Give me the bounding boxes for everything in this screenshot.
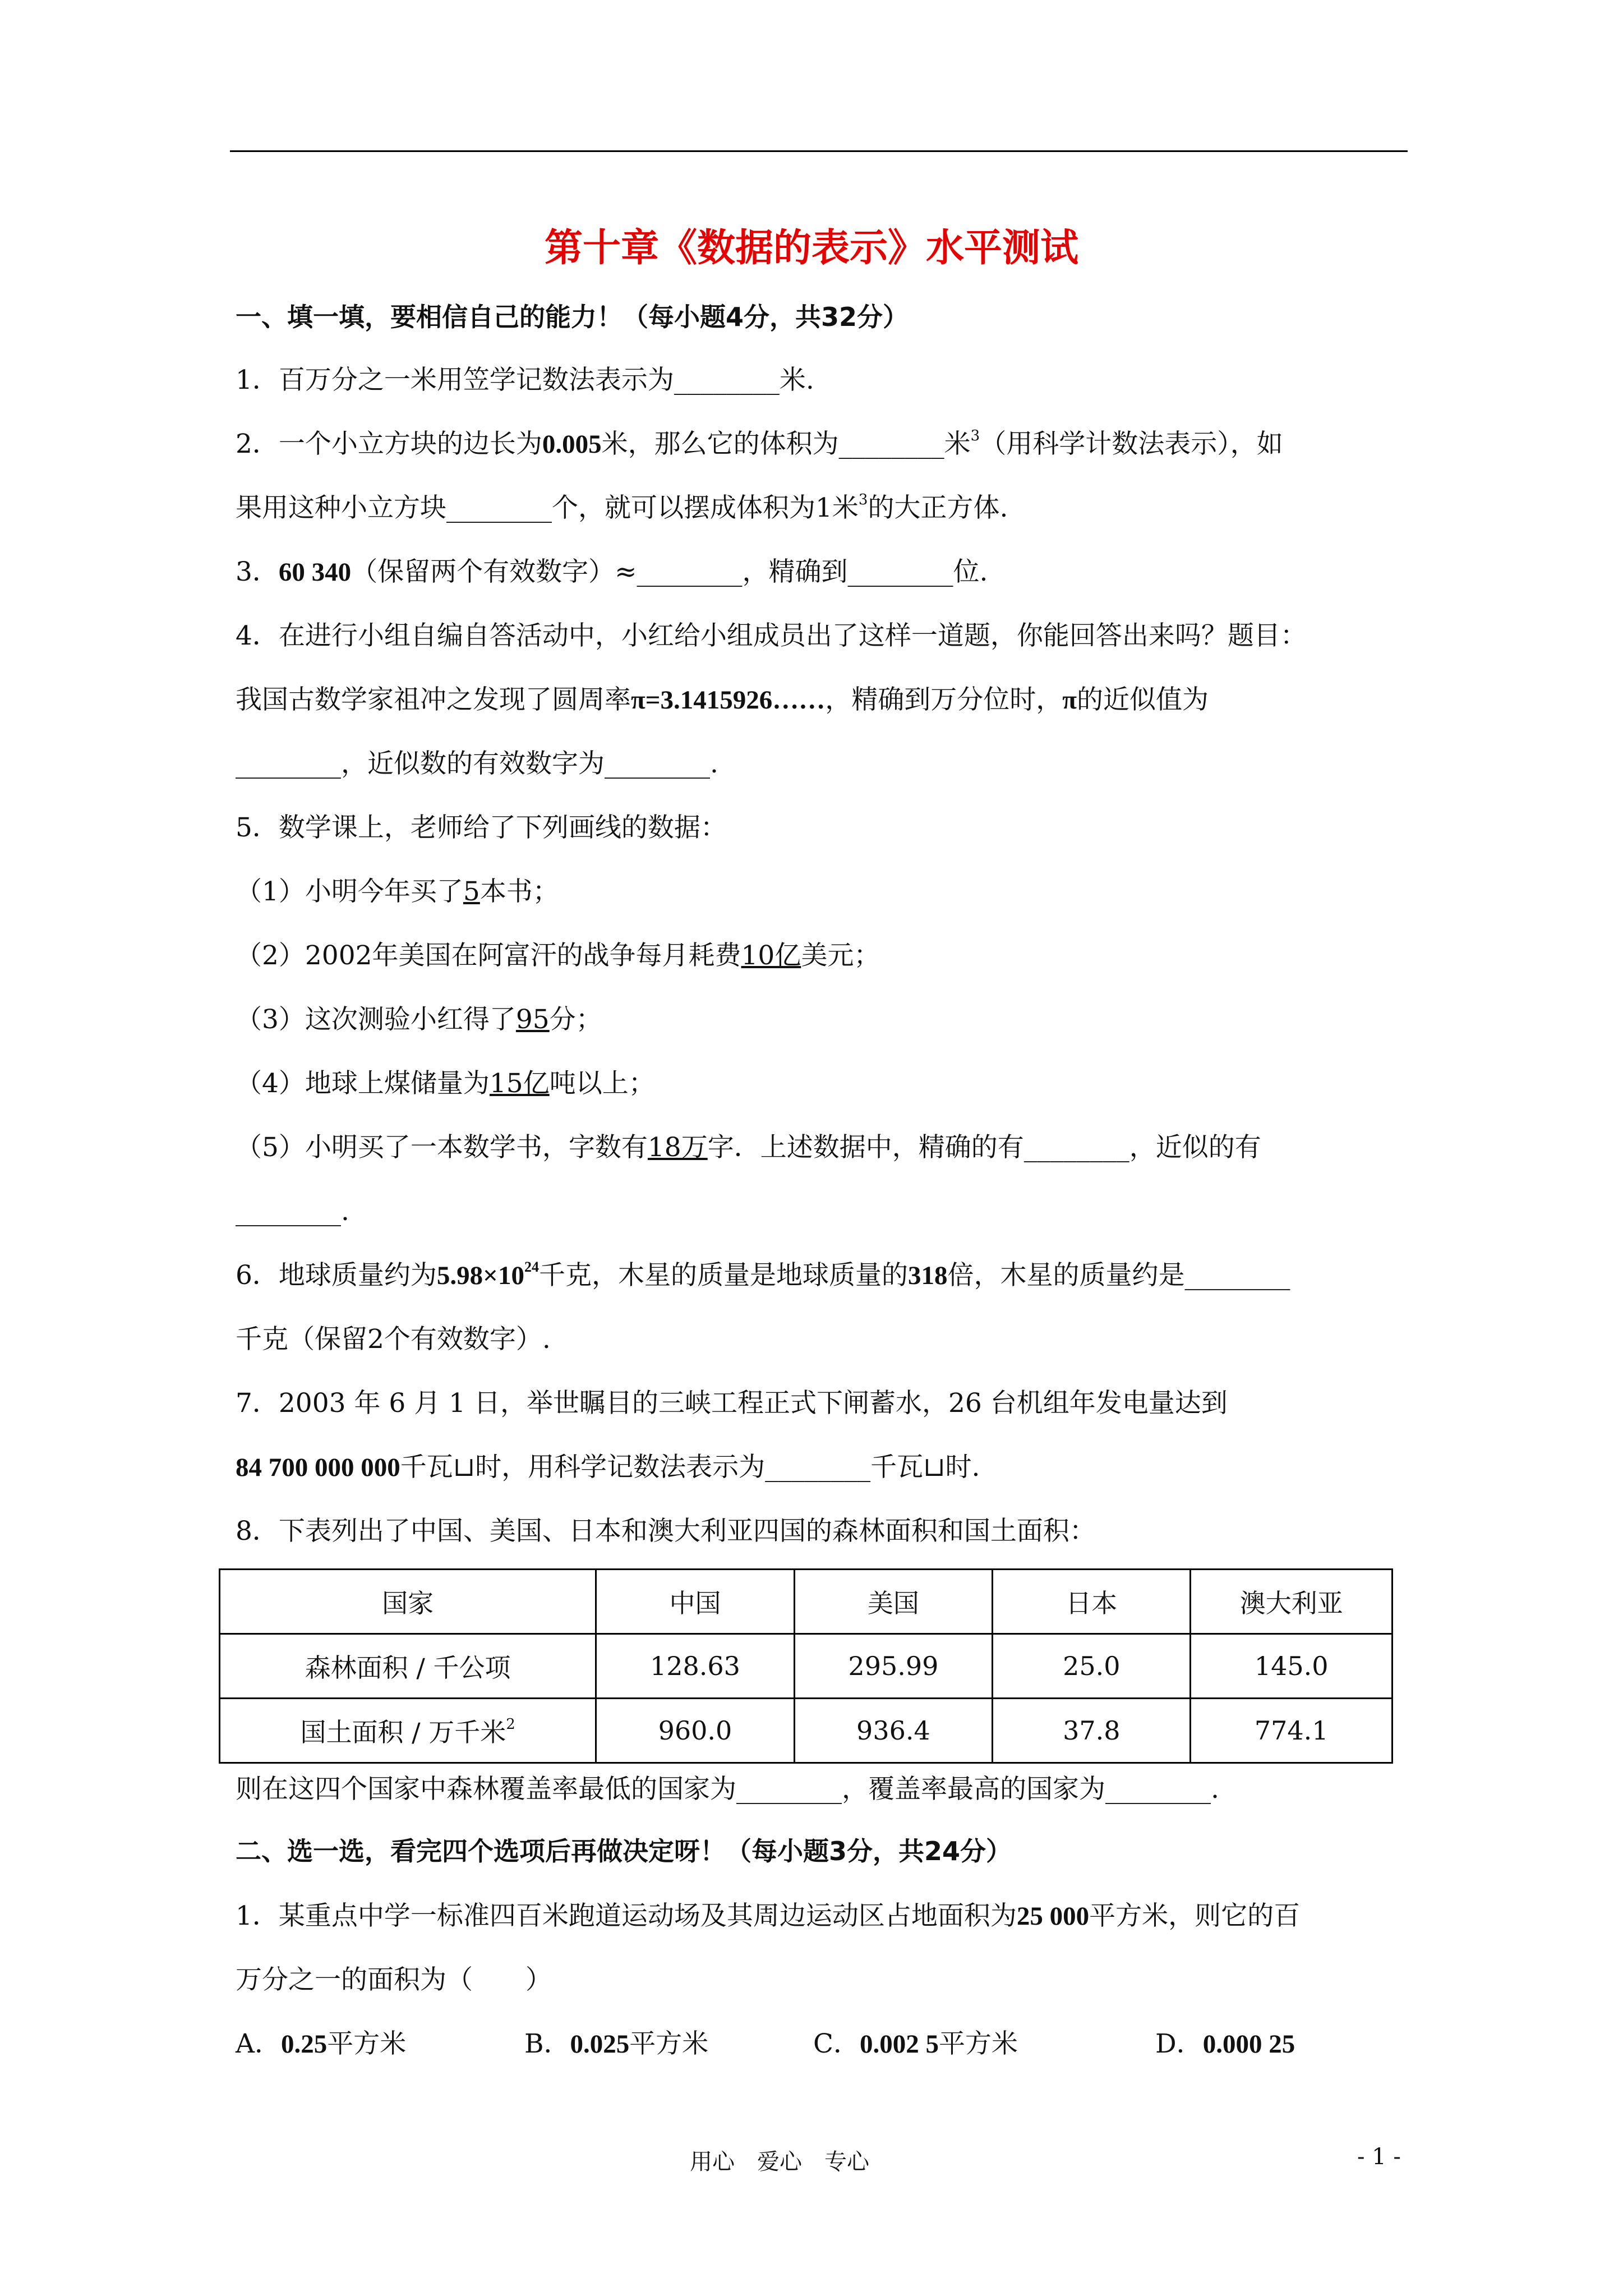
table-row xyxy=(220,1634,1393,1699)
answer-blank[interactable]: ________ xyxy=(1023,1132,1129,1163)
question-4: 4．在进行小组自编自答活动中，小红给小组成员出了这样一道题，你能回答出来吗？题目： xyxy=(236,620,1307,651)
table-cell: 中国 xyxy=(596,1570,794,1634)
answer-blank[interactable]: ________ xyxy=(446,493,552,523)
question-2: 2．一个小立方块的边长为0.005米，那么它的体积为________米$^3$（用科学计数法表示），如 xyxy=(236,427,1283,459)
question-4-cont: 我国古数学家祖冲之发现了圆周率π=3.1415926……，精确到万分位时，π的近似值为 xyxy=(236,684,1209,715)
question-5-item-2: （2）2002年美国在阿富汗的战争每月耗费10亿美元； xyxy=(236,940,880,971)
table-cell: 国土面积 / 万千米$^2$ xyxy=(220,1699,596,1763)
table-cell: 美国 xyxy=(794,1570,992,1634)
option-d[interactable]: D．0.000 25 xyxy=(1155,2028,1295,2059)
table-cell: 日本 xyxy=(993,1570,1191,1634)
question-5-item-5: （5）小明买了一本数学书，字数有18万字．上述数据中，精确的有________，近似的有 xyxy=(236,1132,1261,1163)
question-5-item-1: （1）小明今年买了5本书； xyxy=(236,876,559,907)
question-5: 5．数学课上，老师给了下列画线的数据： xyxy=(236,812,727,843)
question-5-item-3: （3）这次测验小红得了95分； xyxy=(236,1004,602,1035)
section1-heading: 一、填一填，要相信自己的能力！（每小题4分，共32分） xyxy=(236,302,909,332)
question-3: 3．60 340（保留两个有效数字）≈________，精确到________位. xyxy=(236,556,988,587)
question-1: 1．百万分之一米用笠学记数法表示为________米. xyxy=(236,365,814,395)
table-header-row xyxy=(220,1570,1393,1634)
forest-area-table xyxy=(219,1568,1393,1764)
option-c[interactable]: C．0.002 5平方米 xyxy=(813,2028,1018,2059)
question-7: 7．2003 年 6 月 1 日，举世瞩目的三峡工程正式下闸蓄水，26 台机组年发电量达到 xyxy=(236,1388,1228,1419)
answer-blank[interactable]: ________ xyxy=(605,748,710,779)
table-cell: 128.63 xyxy=(596,1634,794,1699)
answer-blank[interactable]: ________ xyxy=(765,1452,871,1483)
page-number: - 1 - xyxy=(1357,2144,1401,2170)
answer-blank[interactable]: ________ xyxy=(236,748,341,779)
footer-slogan: 用心 爱心 专心 xyxy=(690,2149,869,2175)
question-6: 6．地球质量约为$5.98\times 10^{24}$千克，木星的质量是地球质量的318倍，木星的质量约是________ xyxy=(236,1259,1290,1291)
option-b[interactable]: B．0.025平方米 xyxy=(524,2028,709,2059)
question-4-cont2: ________，近似数的有效数字为________. xyxy=(236,748,718,779)
table-cell: 森林面积 / 千公项 xyxy=(220,1634,596,1699)
answer-blank[interactable]: ________ xyxy=(847,556,953,587)
section2-heading: 二、选一选，看完四个选项后再做决定呀！（每小题3分，共24分） xyxy=(236,1836,1012,1866)
table-row xyxy=(220,1699,1393,1763)
question-2-cont: 果用这种小立方块________个，就可以摆成体积为1米$^3$的大正方体. xyxy=(236,491,1008,523)
question-5-cont: ________. xyxy=(236,1196,349,1227)
answer-blank[interactable]: ________ xyxy=(736,1774,842,1805)
table-cell: 国家 xyxy=(220,1570,596,1634)
mc-question-1-cont: 万分之一的面积为（ ） xyxy=(236,1964,552,1995)
answer-blank[interactable]: ________ xyxy=(1105,1774,1211,1805)
table-cell: 295.99 xyxy=(794,1634,992,1699)
header-rule xyxy=(230,150,1408,152)
answer-blank[interactable]: ________ xyxy=(236,1196,341,1227)
answer-blank[interactable]: ________ xyxy=(838,429,944,459)
answer-blank[interactable]: ________ xyxy=(674,365,780,395)
table-cell: 960.0 xyxy=(596,1699,794,1763)
answer-blank[interactable]: ________ xyxy=(637,556,743,587)
page-title: 第十章《数据的表示》水平测试 xyxy=(544,226,1078,270)
question-7-cont: 84 700 000 000千瓦⊔时，用科学记数法表示为________千瓦⊔时. xyxy=(236,1452,980,1483)
answer-blank[interactable]: ________ xyxy=(1184,1260,1290,1291)
table-cell: 37.8 xyxy=(993,1699,1191,1763)
table-cell: 25.0 xyxy=(993,1634,1191,1699)
option-a[interactable]: A．0.25平方米 xyxy=(236,2028,407,2059)
table-cell: 145.0 xyxy=(1191,1634,1393,1699)
table-cell: 774.1 xyxy=(1191,1699,1393,1763)
table-cell: 936.4 xyxy=(794,1699,992,1763)
question-8-after: 则在这四个国家中森林覆盖率最低的国家为________，覆盖率最高的国家为________. xyxy=(236,1774,1219,1805)
mc-question-1: 1．某重点中学一标准四百米跑道运动场及其周边运动区占地面积为25 000平方米，则它的百 xyxy=(236,1901,1301,1931)
table-cell: 澳大利亚 xyxy=(1191,1570,1393,1634)
question-5-item-4: （4）地球上煤储量为15亿吨以上； xyxy=(236,1068,655,1099)
question-6-cont: 千克（保留2个有效数字）. xyxy=(236,1324,551,1355)
question-8: 8．下表列出了中国、美国、日本和澳大利亚四国的森林面积和国土面积： xyxy=(236,1516,1096,1547)
